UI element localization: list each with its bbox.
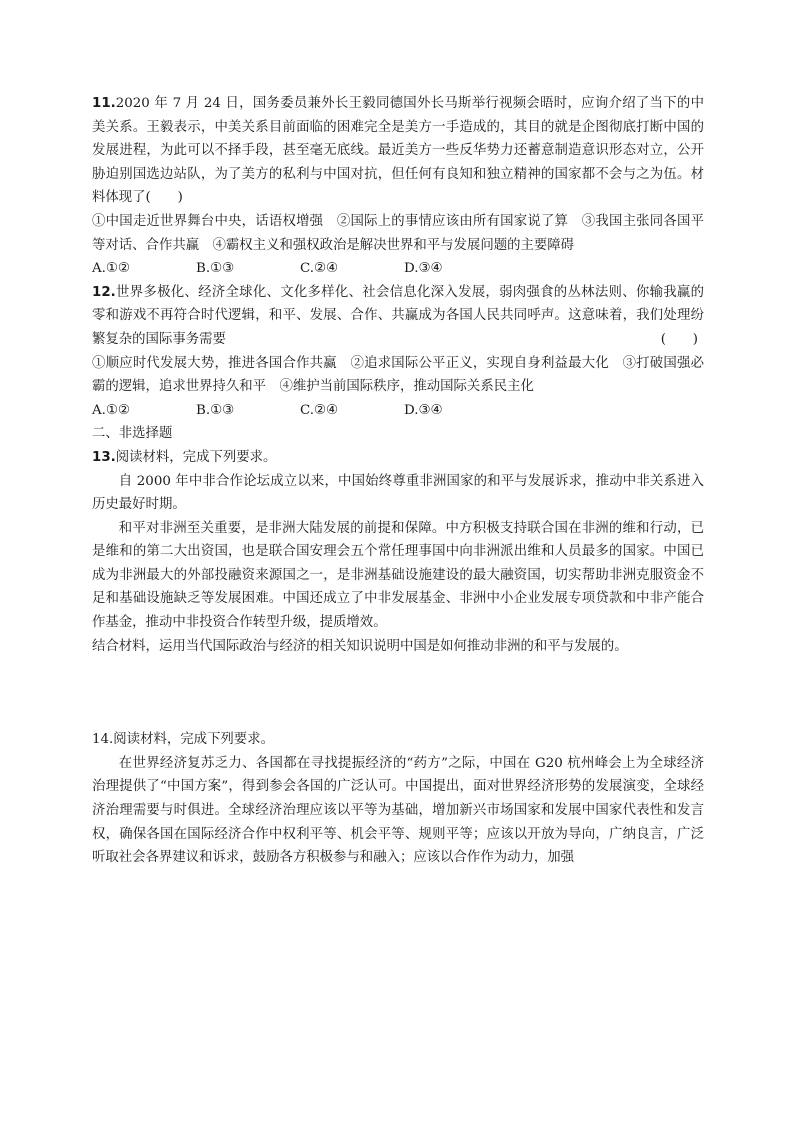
- q11-option-a[interactable]: A.①②: [92, 261, 130, 277]
- q11-number: 11.: [92, 96, 116, 111]
- q13-material-1: 自 2000 年中非合作论坛成立以来，中国始终尊重非洲国家的和平与发展诉求，推动中非关系进入历史最好时期。: [92, 473, 704, 513]
- q12-number: 12.: [92, 284, 116, 300]
- q11-stem: [92, 92, 704, 210]
- q12-stem-text: 世界多极化、经济全球化、文化多样化、社会信息化深入发展，弱肉强食的丛林法则、你输我赢的零和游戏不再符合时代逻辑，和平、发展、合作、共赢成为各国人民共同呼声。这意味着，我们处理纷繁复杂的国际事务需要: [92, 284, 704, 347]
- q12-option-b[interactable]: B.①③: [196, 402, 235, 418]
- q14-material-1: 在世界经济复苏乏力、各国都在寻找提振经济的“药方”之际，中国在 G20 杭州峰会上为全球经济治理提供了“中国方案”，得到参会各国的广泛认可。中国提出，面对世界经济形势的发展演变，全球经济治理需要与时俱进。全球经济治理应该以平等为基础，增加新兴市场国家和发展中国家代表性和发言权，确保各国在国际经济合作中权利平等、机会平等、规则平等；应该以开放为导向，广纳良言，广泛听取社会各界建议和诉求，鼓励各方积极参与和融入；应该以合作作为动力，加强: [92, 755, 704, 866]
- q12-options: [92, 399, 704, 423]
- q14-number: 14.: [92, 732, 114, 748]
- q14-intro-text: 阅读材料，完成下列要求。: [113, 732, 274, 748]
- q12-answer-blank: ( ): [660, 331, 698, 347]
- question-12: [92, 281, 704, 423]
- q13-task: 结合材料，运用当代国际政治与经济的相关知识说明中国是如何推动非洲的和平与发展的。: [92, 638, 628, 654]
- q11-stem-text: 2020 年 7 月 24 日，国务委员兼外长王毅同德国外长马斯举行视频会晤时，应询介绍了当下的中美关系。王毅表示，中美关系目前面临的困难完全是美方一手造成的，其目的就是企图彻底打断中国的发展进程，为此可以不择手段，甚至毫无底线。最近美方一些反华势力还蓄意制造意识形态对立，公开胁迫别国选边站队，为了美方的私利与中国对抗，但任何有良知和独立精神的国家都不会与之为伍。材料体现了( ): [92, 96, 704, 206]
- exam-page: [92, 92, 704, 870]
- q12-option-d[interactable]: D.③④: [404, 402, 443, 418]
- question-13: [92, 446, 704, 658]
- q12-option-c[interactable]: C.②④: [300, 402, 339, 418]
- q12-stem: [92, 281, 704, 352]
- q14-intro: [92, 728, 704, 752]
- q11-option-d[interactable]: D.③④: [404, 261, 443, 277]
- q13-intro-text: 阅读材料，完成下列要求。: [115, 449, 277, 465]
- answer-space: [92, 658, 704, 728]
- question-11: [92, 92, 704, 281]
- q13-number: 13.: [92, 449, 116, 465]
- section-title-non-choice: 二、非选择题: [92, 426, 173, 442]
- q11-options: [92, 257, 704, 281]
- q13-material-2: 和平对非洲至关重要，是非洲大陆发展的前提和保障。中方积极支持联合国在非洲的维和行动，已是维和的第二大出资国，也是联合国安理会五个常任理事国中向非洲派出维和人员最多的国家。中国已成为非洲最大的外部投融资来源国之一，是非洲基础设施建设的最大融资国，切实帮助非洲克服资金不足和基础设施缺乏等发展困难。中国还成立了中非发展基金、非洲中小企业发展专项贷款和中非产能合作基金，推动中非投资合作转型升级，提质增效。: [92, 520, 704, 631]
- question-14: [92, 728, 704, 870]
- q11-option-b[interactable]: B.①③: [196, 261, 235, 277]
- q13-intro: [92, 446, 704, 470]
- q11-option-c[interactable]: C.②④: [300, 261, 339, 277]
- q12-option-a[interactable]: A.①②: [92, 402, 130, 418]
- q11-statements: ①中国走近世界舞台中央，话语权增强 ②国际上的事情应该由所有国家说了算 ③我国主张同各国平等对话、合作共赢 ④霸权主义和强权政治是解决世界和平与发展问题的主要障碍: [92, 213, 704, 253]
- q12-statements: ①顺应时代发展大势，推进各国合作共赢 ②追求国际公平正义，实现自身利益最大化 ③打破国强必霸的逻辑，追求世界持久和平 ④维护当前国际秩序，推动国际关系民主化: [92, 355, 704, 395]
